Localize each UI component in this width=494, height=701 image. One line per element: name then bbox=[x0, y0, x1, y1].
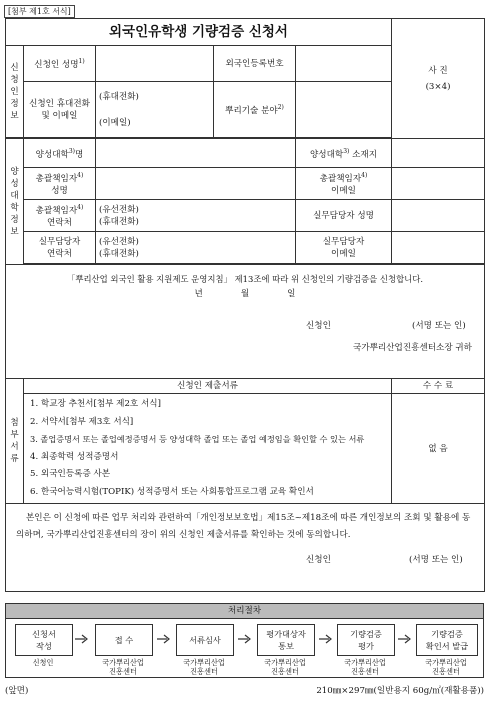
step-receipt: 접 수 bbox=[95, 624, 153, 656]
consent-text: 본인은 이 신청에 따른 업무 처리와 관련하여「개인정보보호법」제15조~제18조에 따른 개인정보의 조회 및 활용에 동의하며, 국가뿌리산업진흥센터의 장이 위의 신청인 제출서류를 확인하는 것에 동의합니다. bbox=[16, 513, 471, 540]
arrow-right-icon bbox=[319, 633, 333, 645]
step-notification: 평가대상자 통보 bbox=[257, 624, 315, 656]
documents-header: 신청인 제출서류 bbox=[24, 379, 392, 394]
paper-spec: 210㎜×297㎜(일반용지 60g/㎡(재활용품)) bbox=[316, 686, 484, 696]
step-evaluation: 기량검증 평가 bbox=[337, 624, 395, 656]
staff-contact-label: 실무담당자 연락처 bbox=[24, 232, 96, 264]
arrow-right-icon bbox=[75, 633, 89, 645]
list-item: 6. 한국어능력시험(TOPIK) 성적증명서 또는 사회통합프로그램 교육 확인서 bbox=[30, 486, 314, 497]
arrow-right-icon bbox=[398, 633, 412, 645]
staff-email-label: 실무담당자 이메일 bbox=[296, 232, 392, 264]
list-item: 2. 서약서[첨부 제3호 서식] bbox=[30, 416, 134, 427]
staff-name-field[interactable] bbox=[392, 200, 485, 232]
consent-block bbox=[6, 504, 485, 592]
sign-note[interactable]: (서명 또는 인) bbox=[409, 555, 463, 565]
landline-placeholder: (유선전화) bbox=[99, 236, 139, 247]
step-actor: 국가뿌리산업 진흥센터 bbox=[264, 658, 306, 676]
statement-signature-line bbox=[16, 320, 474, 332]
staff-contact-field[interactable] bbox=[96, 232, 296, 264]
step-actor: 신청인 bbox=[32, 658, 54, 667]
chief-email-field[interactable] bbox=[392, 168, 485, 200]
step-actor: 국가뿌리산업 진흥센터 bbox=[344, 658, 386, 676]
photo-label: 사 진 bbox=[428, 65, 448, 76]
chief-name-label: 총괄책임자$^{4)}$ 성명 bbox=[24, 168, 96, 200]
list-item: 1. 학교장 추천서[첨부 제2호 서식] bbox=[30, 399, 161, 409]
univ-name-field[interactable] bbox=[96, 139, 296, 168]
page-side-label: (앞면) bbox=[5, 686, 29, 696]
procedure-header: 처리절차 bbox=[5, 603, 484, 619]
applicant-phone-field[interactable] bbox=[96, 82, 214, 138]
applicant-phone-label: 신청인 휴대전화 및 이메일 bbox=[24, 82, 96, 138]
application-form-table bbox=[5, 18, 485, 592]
form-number-tag: [첨부 제1호 서식] bbox=[4, 5, 75, 18]
procedure-area bbox=[5, 618, 484, 678]
documents-list bbox=[24, 394, 392, 504]
signer-label: 신청인 bbox=[306, 321, 331, 331]
fee-value: 없 음 bbox=[392, 394, 485, 504]
fee-header: 수 수 료 bbox=[392, 379, 485, 394]
univ-location-field[interactable] bbox=[392, 139, 485, 168]
arrow-right-icon bbox=[157, 633, 171, 645]
page-footer bbox=[5, 684, 484, 696]
signer-label: 신청인 bbox=[306, 555, 331, 565]
chief-email-label: 총괄책임자$^{4)}$ 이메일 bbox=[296, 168, 392, 200]
chief-contact-label: 총괄책임자$^{4)}$ 연락처 bbox=[24, 200, 96, 232]
step-certificate: 기량검증 확인서 발급 bbox=[416, 624, 478, 656]
list-item: 3. 졸업증명서 또는 졸업예정증명서 등 양성대학 졸업 또는 졸업 예정임을 확인할 수 있는 서류 bbox=[30, 434, 365, 444]
root-tech-field-input[interactable] bbox=[296, 82, 392, 138]
recipient: 국가뿌리산업진흥센터소장 귀하 bbox=[353, 343, 472, 353]
consent-signature-line bbox=[16, 554, 474, 566]
list-item: 5. 외국인등록증 사본 bbox=[30, 469, 111, 479]
list-item: 4. 최종학력 성적증명서 bbox=[30, 451, 119, 462]
statement-text: 「뿌리산업 외국인 활용 지원제도 운영지침」 제13조에 따라 위 신청인의 기량검증을 신청합니다. bbox=[66, 274, 424, 284]
root-tech-field-label: 뿌리기술 분야$^{2)}$ bbox=[214, 82, 296, 138]
chief-name-field[interactable] bbox=[96, 168, 296, 200]
applicant-name-field[interactable] bbox=[96, 46, 214, 82]
step-actor: 국가뿌리산업 진흥센터 bbox=[183, 658, 225, 676]
mobile-placeholder: (휴대전화) bbox=[99, 248, 139, 259]
reg-no-label: 외국인등록번호 bbox=[214, 46, 296, 82]
phone-placeholder: (휴대전화) bbox=[99, 91, 139, 102]
applicant-name-label: 신청인 성명$^{1)}$ bbox=[24, 46, 96, 82]
chief-contact-field[interactable] bbox=[96, 200, 296, 232]
statement-date: 년 월 일 bbox=[194, 289, 296, 299]
arrow-right-icon bbox=[238, 633, 252, 645]
mobile-placeholder: (휴대전화) bbox=[99, 216, 139, 227]
staff-email-field[interactable] bbox=[392, 232, 485, 264]
step-document-review: 서류심사 bbox=[176, 624, 234, 656]
statement-block bbox=[6, 265, 485, 379]
reg-no-field[interactable] bbox=[296, 46, 392, 82]
univ-name-label: 양성대학$^{3)}$명 bbox=[24, 139, 96, 168]
step-actor: 국가뿌리산업 진흥센터 bbox=[102, 658, 144, 676]
photo-box bbox=[392, 19, 485, 139]
univ-location-label: 양성대학$^{3)}$ 소재지 bbox=[296, 139, 392, 168]
photo-size: (3×4) bbox=[425, 81, 451, 92]
email-placeholder: (이메일) bbox=[99, 117, 131, 128]
staff-name-label: 실무담당자 성명 bbox=[296, 200, 392, 232]
university-section-label: 양 성 대 학 정 보 bbox=[6, 139, 24, 265]
landline-placeholder: (유선전화) bbox=[99, 204, 139, 215]
step-actor: 국가뿌리산업 진흥센터 bbox=[425, 658, 467, 676]
step-application: 신청서 작성 bbox=[15, 624, 73, 656]
documents-section-label: 첨 부 서 류 bbox=[6, 379, 24, 504]
sign-note[interactable]: (서명 또는 인) bbox=[412, 321, 466, 331]
form-title: 외국인유학생 기량검증 신청서 bbox=[6, 19, 392, 46]
applicant-section-label: 신 청 인 정 보 bbox=[6, 46, 24, 138]
